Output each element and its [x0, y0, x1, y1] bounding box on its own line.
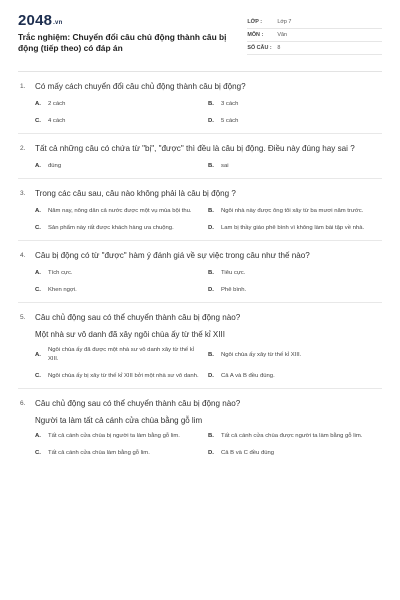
meta-row-class	[247, 16, 382, 29]
question-4	[18, 241, 382, 303]
option-letter: A.	[35, 270, 41, 276]
option-letter: C.	[35, 450, 41, 456]
meta-row-count	[247, 42, 382, 55]
option-letter: D.	[208, 225, 214, 231]
option-letter: D.	[208, 287, 214, 293]
meta-label: SỐ CÂU :	[247, 45, 272, 51]
option-letter: B.	[208, 163, 214, 169]
option-letter: D.	[208, 450, 214, 456]
option-text: Ngôi chùa ấy xây từ thế kỉ XIII.	[221, 351, 302, 358]
question-head	[18, 398, 382, 410]
option-c[interactable]	[35, 117, 208, 126]
logo-text: 2048	[18, 12, 53, 29]
options-grid	[35, 207, 382, 233]
option-text: Phê bình.	[221, 287, 247, 293]
header-left	[18, 12, 247, 71]
option-text: Ngôi nhà này được ông tôi xây từ ba mươi năm trước.	[221, 208, 364, 214]
option-letter: C.	[35, 287, 41, 293]
option-c[interactable]	[35, 286, 208, 295]
option-letter: A.	[35, 208, 41, 214]
question-number: 4.	[20, 252, 26, 259]
meta-value: 8	[277, 45, 281, 51]
option-text: Cả B và C đều đúng	[221, 450, 275, 456]
option-b[interactable]	[208, 100, 378, 109]
option-text: Cả A và B đều đúng.	[221, 373, 275, 379]
option-letter: C.	[35, 373, 41, 379]
options-grid	[35, 346, 382, 381]
option-text: đúng	[48, 163, 62, 169]
option-text: Tích cực.	[48, 270, 73, 276]
option-text: Tất cả cánh cửa chùa làm bằng gỗ lim.	[48, 450, 150, 456]
option-b[interactable]	[208, 162, 378, 171]
question-sentence: Người ta làm tất cả cánh cửa chùa bằng gỗ lim	[35, 416, 203, 425]
site-logo[interactable]	[18, 12, 247, 29]
question-number: 2.	[20, 145, 26, 152]
option-letter: D.	[208, 373, 214, 379]
option-letter: B.	[208, 101, 214, 107]
option-d[interactable]	[208, 224, 378, 233]
option-text: sai	[221, 163, 229, 169]
question-text: Câu chủ động sau có thể chuyển thành câu bị động nào?	[35, 313, 241, 322]
question-number: 3.	[20, 190, 26, 197]
option-d[interactable]	[208, 449, 378, 458]
document-header	[18, 12, 382, 72]
option-text: Lam bị thầy giáo phê bình vì không làm bài tập về nhà.	[221, 225, 365, 231]
question-3	[18, 179, 382, 241]
option-a[interactable]	[35, 269, 208, 278]
option-b[interactable]	[208, 269, 378, 278]
option-text: Sản phẩm này rất được khách hàng ưa chuộng.	[48, 225, 174, 231]
option-letter: B.	[208, 208, 214, 214]
question-number: 5.	[20, 314, 26, 321]
question-head	[18, 312, 382, 324]
option-d[interactable]	[208, 117, 378, 126]
logo-suffix: .vn	[53, 20, 63, 26]
question-text: Tất cả những câu có chứa từ "bị", "được" thì đều là câu bị động. Điều này đúng hay sai ?	[35, 144, 355, 153]
meta-label: LỚP :	[247, 19, 263, 25]
option-text: Khen ngợi.	[48, 287, 77, 293]
question-text: Trong các câu sau, câu nào không phải là câu bị động ?	[35, 189, 236, 198]
question-6	[18, 389, 382, 465]
meta-box	[247, 12, 382, 71]
question-number: 6.	[20, 400, 26, 407]
option-b[interactable]	[208, 346, 378, 364]
option-a[interactable]	[35, 100, 208, 109]
option-a[interactable]	[35, 207, 208, 216]
option-c[interactable]	[35, 224, 208, 233]
option-c[interactable]	[35, 372, 208, 381]
option-text: Tất cả cánh cửa chùa bị người ta làm bằng gỗ lim.	[48, 433, 180, 439]
option-b[interactable]	[208, 207, 378, 216]
question-head	[18, 250, 382, 262]
option-text: 5 cách	[221, 118, 239, 124]
option-text: 4 cách	[48, 118, 66, 124]
option-text: 2 cách	[48, 101, 66, 107]
option-a[interactable]	[35, 432, 208, 441]
option-text: Năm nay, nông dân cả nước được một vụ mùa bội thu.	[48, 208, 192, 214]
question-head	[18, 188, 382, 200]
option-d[interactable]	[208, 286, 378, 295]
option-text: Ngôi chùa ấy đã được một nhà sư vô danh xây từ thế kỉ XIII.	[48, 347, 195, 362]
question-text: Câu chủ động sau có thể chuyển thành câu bị động nào?	[35, 399, 241, 408]
option-letter: B.	[208, 433, 214, 439]
option-a[interactable]	[35, 162, 208, 171]
meta-row-subject	[247, 29, 382, 42]
question-sentence: Một nhà sư vô danh đã xây ngôi chùa ấy từ thế kỉ XIII	[35, 330, 225, 339]
options-grid	[35, 162, 382, 171]
options-grid	[35, 269, 382, 295]
question-head	[18, 143, 382, 155]
option-letter: B.	[208, 270, 214, 276]
option-a[interactable]	[35, 346, 208, 364]
option-letter: A.	[35, 101, 41, 107]
question-5	[18, 303, 382, 389]
option-b[interactable]	[208, 432, 378, 441]
options-grid	[35, 100, 382, 126]
option-text: 3 cách	[221, 101, 239, 107]
option-letter: C.	[35, 118, 41, 124]
option-d[interactable]	[208, 372, 378, 381]
options-grid	[35, 432, 382, 458]
option-letter: A.	[35, 433, 41, 439]
question-number: 1.	[20, 83, 26, 90]
question-head	[18, 81, 382, 93]
option-text: Ngôi chùa ấy bị xây từ thế kỉ XIII bởi một nhà sư vô danh.	[48, 373, 199, 379]
option-c[interactable]	[35, 449, 208, 458]
meta-value: Văn	[277, 32, 287, 38]
meta-value: Lớp 7	[277, 19, 292, 25]
option-letter: A.	[35, 351, 41, 358]
question-1	[18, 72, 382, 134]
option-letter: D.	[208, 118, 214, 124]
question-text: Có mấy cách chuyển đổi câu chủ động thành câu bị động?	[35, 82, 246, 91]
option-letter: A.	[35, 163, 41, 169]
option-letter: B.	[208, 351, 214, 358]
option-text: Tiêu cực.	[221, 270, 246, 276]
option-text: Tất cả cánh cửa chùa được người ta làm bằng gỗ lim.	[221, 433, 363, 439]
question-2	[18, 134, 382, 179]
option-letter: C.	[35, 225, 41, 231]
meta-label: MÔN :	[247, 32, 264, 38]
question-text: Câu bị động có từ "được" hàm ý đánh giá về sự việc trong câu như thế nào?	[35, 251, 310, 260]
document-title: Trắc nghiệm: Chuyển đổi câu chủ động thành câu bị động (tiếp theo) có đáp án	[18, 32, 227, 53]
